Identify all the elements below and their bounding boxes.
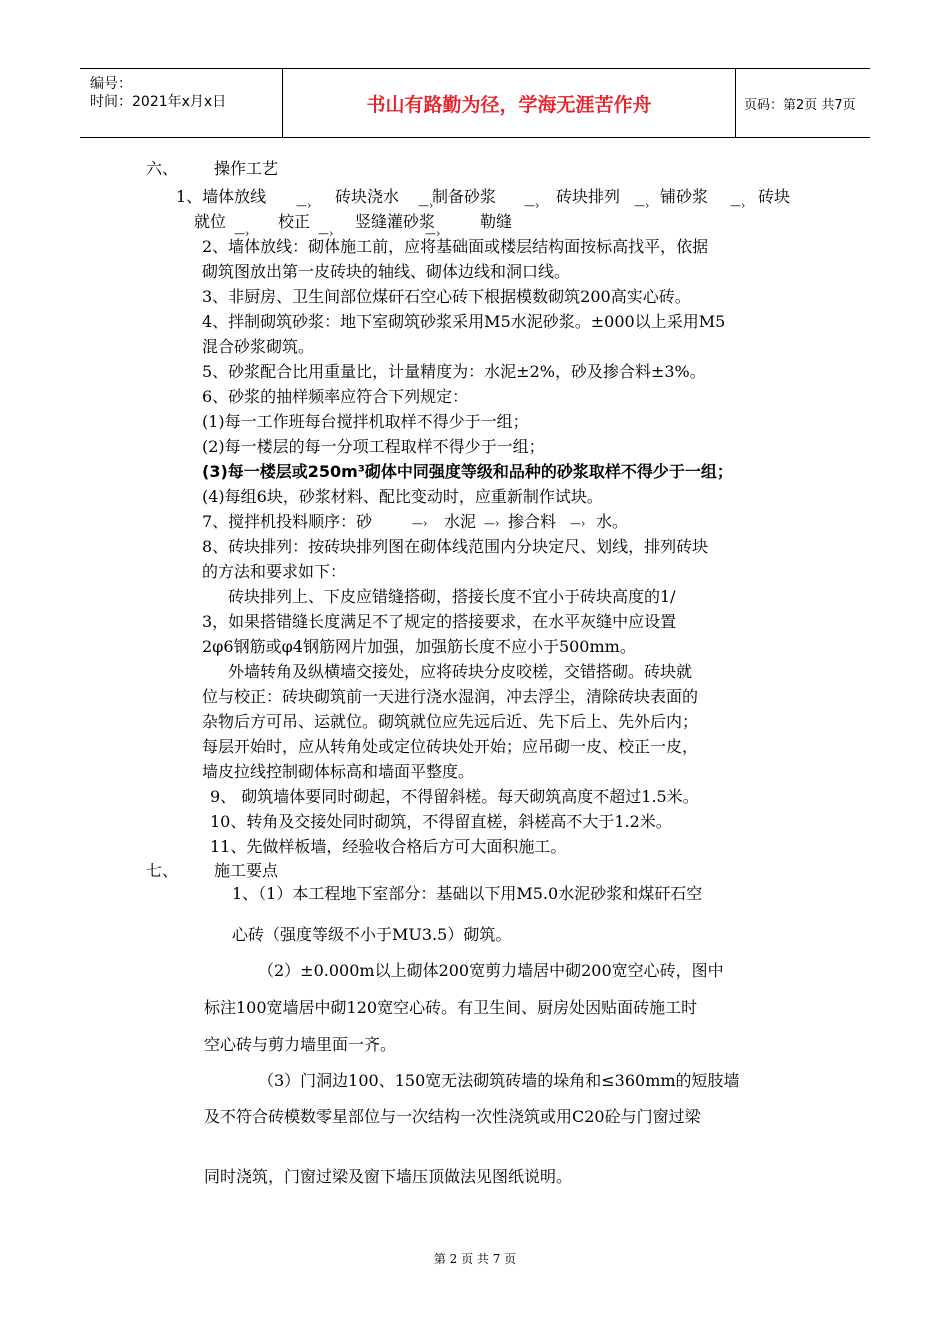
para-10: 10、转角及交接处同时砌筑，不得留直槎，斜槎高不大于1.2米。	[210, 812, 672, 831]
flow-step-8: 校正	[278, 212, 311, 231]
para-6: 6、砂浆的抽样频率应符合下列规定：	[202, 387, 469, 406]
flow-step-10: 勒缝	[480, 212, 513, 231]
para-11: 11、先做样板墙，经验收合格后方可大面积施工。	[210, 837, 567, 856]
right-arrow-icon: —›	[425, 227, 441, 240]
para-8-line-8: 杂物后方可吊、运就位。砌筑就位应先远后近、先下后上、先外后内；	[202, 712, 699, 731]
right-arrow-icon: —›	[484, 517, 500, 530]
flow-step-2: 砖块浇水	[335, 187, 400, 206]
para-2-line-2: 砌筑图放出第一皮砖块的轴线、砌体边线和洞口线。	[202, 262, 571, 281]
flow-step-5: 铺砂浆	[660, 187, 709, 206]
right-arrow-icon: —›	[412, 517, 428, 530]
flow-step-1: 1、墙体放线	[176, 187, 267, 206]
point-3-line-2: 及不符合砖模数零星部位与一次结构一次性浇筑或用C20砼与门窗过梁	[204, 1107, 701, 1126]
para-8-line-1: 8、砖块排列：按砖块排列图在砌体线范围内分块定尺、划线，排列砖块	[202, 537, 709, 556]
right-arrow-icon: —›	[234, 227, 250, 240]
flow-step-9: 竖缝灌砂浆	[355, 212, 436, 231]
flow-step-3: 制备砂浆	[432, 187, 497, 206]
para-8-line-2: 的方法和要求如下：	[202, 562, 347, 581]
section-7-number: 七、	[146, 861, 179, 880]
para-6-item-4: (4)每组6块，砂浆材料、配比变动时，应重新制作试块。	[202, 487, 603, 506]
header-number-label: 编号：	[90, 76, 132, 92]
flow-step-4: 砖块排列	[556, 187, 621, 206]
para-8-line-6: 外墙转角及纵横墙交接处，应将砖块分皮咬槎，交错搭砌。砖块就	[228, 662, 693, 681]
flow-step-6: 砖块	[758, 187, 791, 206]
point-3-line-3: 同时浇筑，门窗过梁及窗下墙压顶做法见图纸说明。	[204, 1167, 573, 1186]
point-1-line-2: 心砖（强度等级不小于MU3.5）砌筑。	[232, 925, 512, 944]
section-7-title: 施工要点	[214, 861, 279, 880]
right-arrow-icon: —›	[296, 199, 312, 212]
para-6-item-1: (1)每一工作班每台搅拌机取样不得少于一组；	[202, 412, 529, 431]
para-8-line-7: 位与校正：砖块砌筑前一天进行浇水湿润，冲去浮尘，清除砖块表面的	[202, 687, 699, 706]
flow-step-7: 就位	[194, 212, 227, 231]
right-arrow-icon: —›	[418, 199, 434, 212]
header-meta	[80, 69, 282, 137]
point-2-line-3: 空心砖与剪力墙里面一齐。	[204, 1035, 397, 1054]
para-6-item-3: (3)每一楼层或250m³砌体中同强度等级和品种的砂浆取样不得少于一组；	[202, 462, 733, 481]
para-9: 9、 砌筑墙体要同时砌起，不得留斜槎。每天砌筑高度不超过1.5米。	[210, 787, 699, 806]
para-7-step-1: 7、搅拌机投料顺序：砂	[202, 512, 373, 531]
para-4-line-1: 4、拌制砌筑砂浆：地下室砌筑砂浆采用M5水泥砂浆。±000以上采用M5	[202, 312, 726, 331]
right-arrow-icon: —›	[524, 199, 540, 212]
right-arrow-icon: —›	[570, 517, 586, 530]
right-arrow-icon: —›	[634, 199, 650, 212]
para-3: 3、非厨房、卫生间部位煤矸石空心砖下根据模数砌筑200高实心砖。	[202, 287, 691, 306]
point-3-line-1: （3）门洞边100、150宽无法砌筑砖墙的垛角和≤360mm的短肢墙	[258, 1071, 740, 1090]
right-arrow-icon: —›	[730, 199, 746, 212]
section-6-number: 六、	[146, 159, 179, 178]
page-footer: 第 2 页 共 7 页	[433, 1252, 517, 1266]
header-time-label: 时间：2021年x月x日	[90, 94, 227, 110]
para-7-step-3: 掺合料	[508, 512, 557, 531]
section-6-title: 操作工艺	[214, 159, 279, 178]
document-header	[80, 68, 870, 138]
point-1-line-1: 1、（1）本工程地下室部分：基础以下用M5.0水泥砂浆和煤矸石空	[232, 884, 703, 903]
para-7-step-2: 水泥	[444, 512, 477, 531]
para-8-line-4: 3，如果搭错缝长度满足不了规定的搭接要求，在水平灰缝中应设置	[202, 612, 677, 631]
para-6-item-2: (2)每一楼层的每一分项工程取样不得少于一组；	[202, 437, 545, 456]
header-page-code: 页码：第2页 共7页	[744, 97, 856, 113]
para-4-line-2: 混合砂浆砌筑。	[202, 337, 315, 356]
para-2-line-1: 2、墙体放线：砌体施工前，应将基础面或楼层结构面按标高找平，依据	[202, 237, 709, 256]
point-2-line-2: 标注100宽墙居中砌120宽空心砖。有卫生间、厨房处因贴面砖施工时	[204, 998, 698, 1017]
point-2-line-1: （2）±0.000m以上砌体200宽剪力墙居中砌200宽空心砖，图中	[258, 961, 724, 980]
para-7-step-4: 水。	[596, 512, 629, 531]
para-8-line-5: 2φ6钢筋或φ4钢筋网片加强，加强筋长度不应小于500mm。	[202, 637, 636, 656]
para-8-line-10: 墙皮拉线控制砌体标高和墙面平整度。	[202, 762, 475, 781]
para-8-line-3: 砖块排列上、下皮应错缝搭砌，搭接长度不宜小于砖块高度的1/	[228, 587, 676, 606]
para-5: 5、砂浆配合比用重量比，计量精度为：水泥±2%，砂及掺合料±3%。	[202, 362, 706, 381]
para-8-line-9: 每层开始时，应从转角处或定位砖块处开始；应吊砌一皮、校正一皮，	[202, 737, 699, 756]
right-arrow-icon: —›	[318, 227, 334, 240]
header-motto: 书山有路勤为径，学海无涯苦作舟	[282, 69, 736, 137]
